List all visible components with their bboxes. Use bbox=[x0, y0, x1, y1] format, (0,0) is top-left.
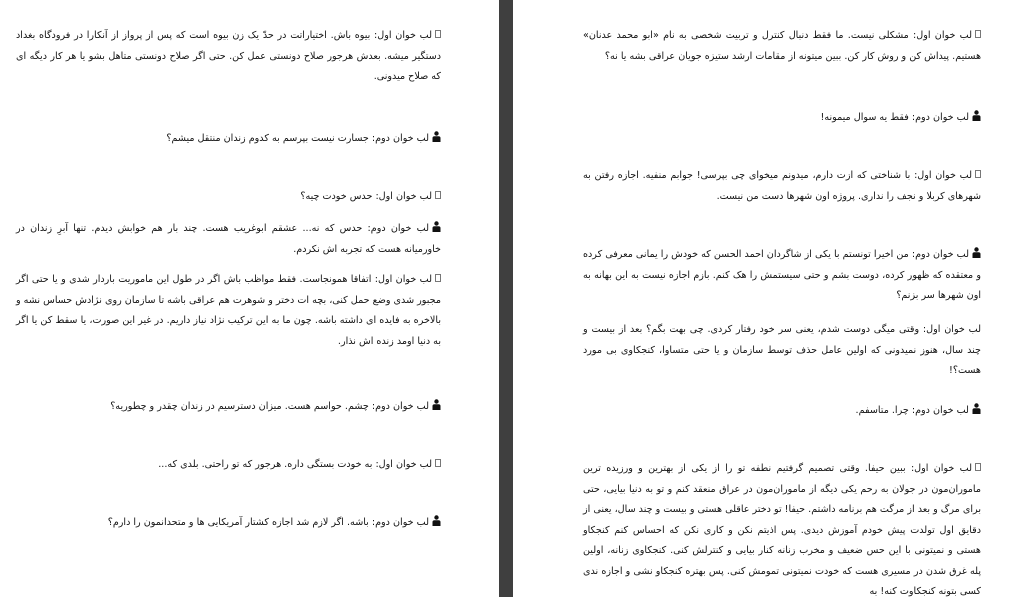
paragraph bbox=[16, 26, 441, 88]
left-page bbox=[0, 0, 499, 597]
paragraph-text: لب خوان دوم: من اخیرا تونستم با یکی از شاگردان احمد الحسن که خودش را یمانی معرفی کرده و معتقده که ظهور کرده، دوست بشم و حتی سیستمش را هک کنم. بازم اجازه نیست به این بهانه به اون شهرها سر بزنم؟ bbox=[583, 249, 981, 301]
paragraph-text: لب خوان دوم: باشه. اگر لازم شد اجازه کشتار آمریکایی ها و متحدانمون را دارم؟ bbox=[107, 517, 429, 528]
person-icon bbox=[432, 131, 441, 142]
paragraph bbox=[583, 108, 981, 129]
paragraph-text: لب خوان اول: مشکلی نیست. ما فقط دنبال کنترل و تربیت شخصی به نام «ابو محمد عدنان» هستیم. پیداش کن و روش کار کن. ببین میتونه از مقامات ارشد ستیزه جویان عراقی بشه یا نه؟ bbox=[583, 30, 981, 62]
paragraph-text: لب خوان اول: ببین حیفا. وقتی تصمیم گرفتیم نطفه تو را از یکی از بهترین و ورزیده ترین ماموران‌مون در جولان به رحم یکی دیگه از ماموران‌مون در عراق منعقد کنم و تو به دنیا بیایی، حتی برای مرگ و بعد از مرگت هم برنامه داشتم. حیفا! تو دختر عاقلی هستی و بیست و چند سال، یعنی از دقایق اول تولدت پیش خودم آموزش دیدی. پس اذیتم نکن و کاری نکن که احساس کنم کنجکاو هستی و نمیتونی با این حس ضعیف و مخرب زنانه کنار بیایی و کنترلش کنی. کنجکاوی زنانه، اولین پله غرق شدن در مسیری هست که خودت نمیتونی تمومش کنی. پس بهتره کنجکاو نشی و اجازه ندی کسی بتونه کنجکاوت کنه! به bbox=[583, 463, 981, 597]
paragraph-text: لب خوان اول: حدس خودت چیه؟ bbox=[300, 191, 432, 202]
box-icon bbox=[975, 30, 981, 38]
paragraph bbox=[16, 187, 441, 208]
paragraph-text: لب خوان دوم: جسارت نیست بپرسم به کدوم زندان منتقل میشم؟ bbox=[166, 133, 429, 144]
paragraph bbox=[583, 459, 981, 597]
paragraph-text: لب خوان اول: وقتی میگی دوست شدم، یعنی سر خود رفتار کردی. چی بهت بگم؟ بعد از بیست و چند سال، هنوز نمیدونی که اولین عامل حذف توسط سازمان و یا حتی متساوا، کنجکاوی بی مورد هست؟! bbox=[583, 324, 981, 376]
box-icon bbox=[435, 30, 441, 38]
paragraph bbox=[16, 455, 441, 476]
paragraph-text: لب خوان دوم: فقط یه سوال میمونه! bbox=[820, 112, 969, 123]
box-icon bbox=[435, 191, 441, 199]
person-icon bbox=[972, 110, 981, 121]
paragraph bbox=[583, 401, 981, 422]
paragraph-text: لب خوان دوم: چرا. متاسفم. bbox=[855, 405, 969, 416]
paragraph-text: لب خوان اول: به خودت بستگی داره. هرجور که تو راحتی. بلدی که... bbox=[158, 459, 432, 470]
box-icon bbox=[435, 459, 441, 467]
person-icon bbox=[432, 515, 441, 526]
paragraph bbox=[16, 219, 441, 260]
paragraph bbox=[583, 26, 981, 67]
person-icon bbox=[972, 403, 981, 414]
paragraph-text: لب خوان اول: بیوه باش. اختیاراتت در حدّ یک زن بیوه است که پس از پرواز از آنکارا در فرودگاه بغداد دستگیر میشه. بعدش هرجور صلاح دونستی عمل کن. حتی اگر صلاح دونستی متاهل بشو یا هر کار دیگه ای که صلاح میدونی. bbox=[16, 30, 441, 82]
paragraph-text: لب خوان دوم: چشم. حواسم هست. میزان دسترسیم در زندان چقدر و چطوریه؟ bbox=[110, 401, 429, 412]
person-icon bbox=[432, 221, 441, 232]
paragraph-text: لب خوان اول: اتفاقا همونجاست. فقط مواظب باش اگر در طول این ماموریت باردار شدی و یا حتی اگر مجبور شدی وضع حمل کنی، بچه ات دختر و شوهرت هم عراقی باشه تا سازمان روی نژادش حساس نشه و بالاخره به فایده ای داشته باشه. چون ما به این ترکیب نژاد نیاز داریم. در غیر این صورت، یا سقط کن یا اگر به دنیا اومد زنده اش نذار. bbox=[16, 274, 441, 347]
person-icon bbox=[972, 247, 981, 258]
paragraph bbox=[583, 166, 981, 207]
paragraph bbox=[583, 245, 981, 307]
paragraph-text: لب خوان اول: با شناختی که ازت دارم، میدونم میخوای چی بپرسی! جوابم منفیه. اجازه رفتن به شهرهای کربلا و نجف را نداری. پروژه اون شهرها دست من نیست. bbox=[583, 170, 981, 202]
box-icon bbox=[975, 170, 981, 178]
box-icon bbox=[975, 463, 981, 471]
paragraph bbox=[16, 513, 441, 534]
paragraph-text: لب خوان دوم: حدس که نه... عشقم ابوغریب هست. چند بار هم خوابش دیدم. تنها آبرِ زندان در خاورمیانه هست که تجربه اش نکردم. bbox=[16, 223, 441, 255]
paragraph bbox=[16, 270, 441, 352]
paragraph bbox=[16, 129, 441, 150]
person-icon bbox=[432, 399, 441, 410]
right-page bbox=[513, 0, 1024, 597]
page-gutter bbox=[499, 0, 513, 597]
paragraph bbox=[16, 397, 441, 418]
box-icon bbox=[435, 274, 441, 282]
paragraph bbox=[583, 320, 981, 382]
